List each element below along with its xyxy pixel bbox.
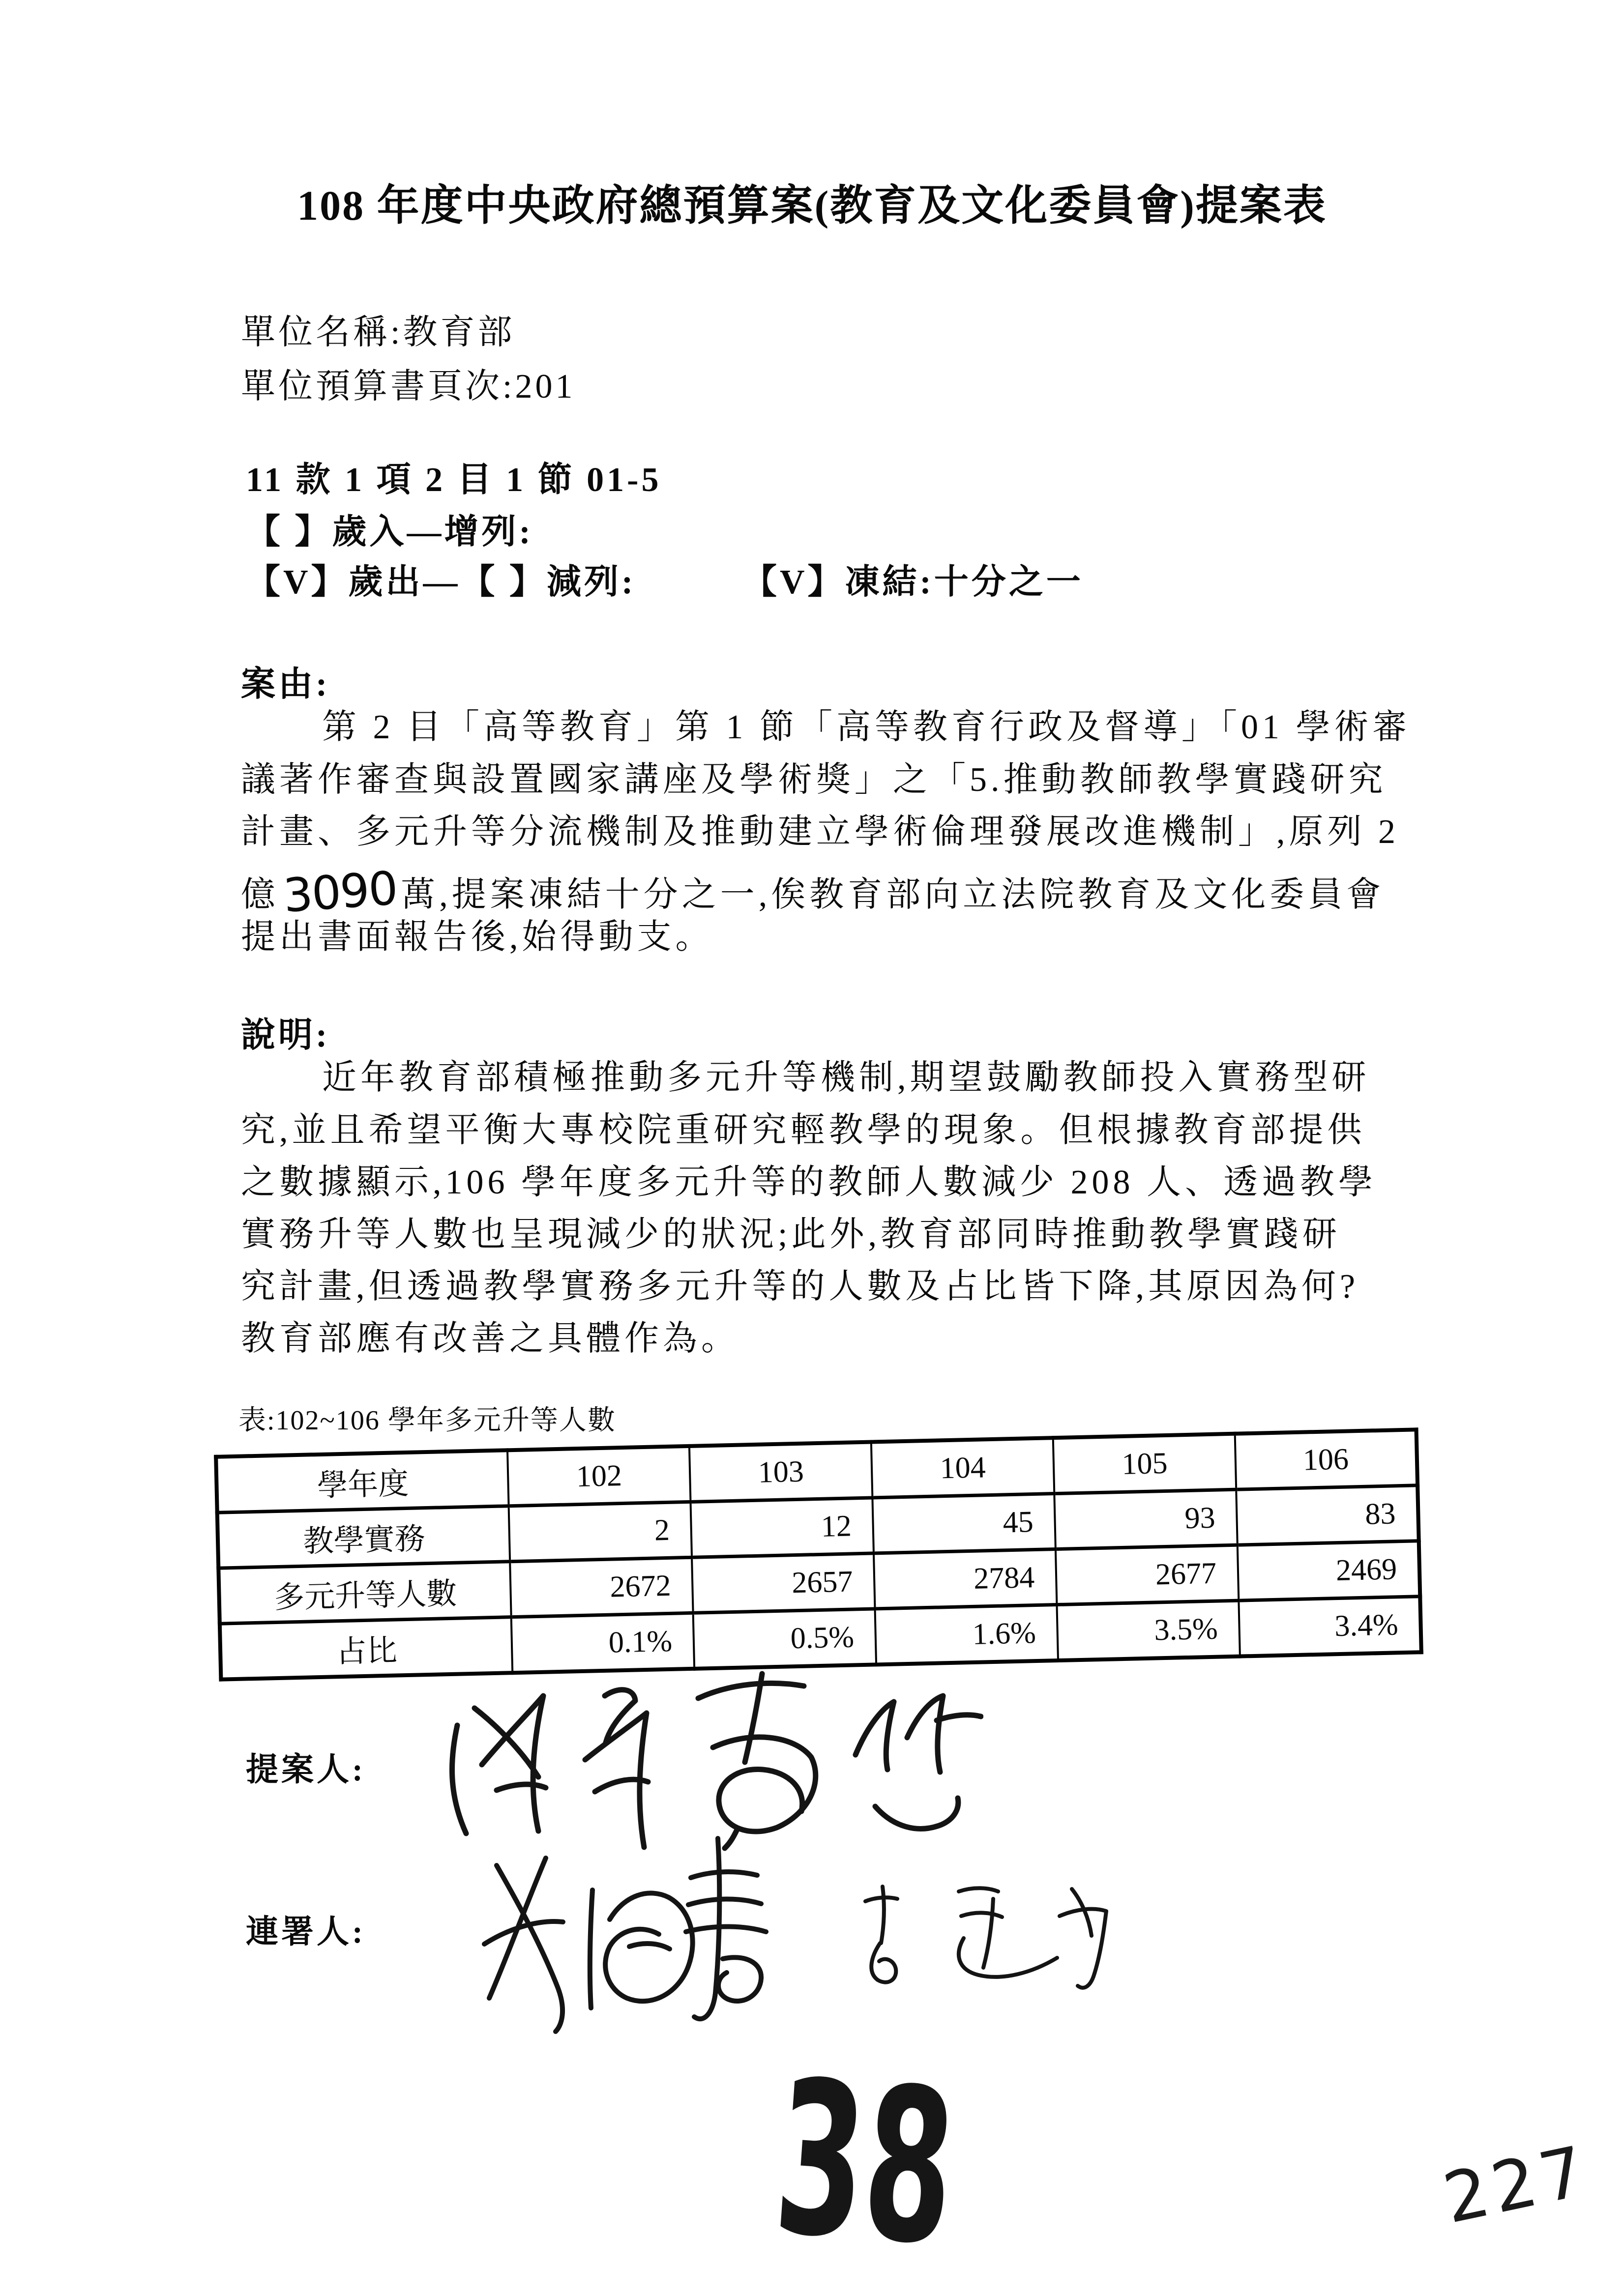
table-cell: 12	[691, 1498, 874, 1557]
case-line-4	[241, 862, 1385, 923]
table-cell: 2672	[510, 1557, 693, 1617]
budget-item-line: 11 款 1 項 2 目 1 節 01-5	[246, 461, 662, 499]
table-cell: 2677	[1056, 1545, 1239, 1604]
explanation-line-2: 究,並且希望平衡大專校院重研究輕教學的現象。但根據教育部提供	[241, 1111, 1366, 1149]
promotion-data-table	[214, 1427, 1423, 1681]
table-cell: 0.1%	[511, 1613, 694, 1673]
table-cell: 1.6%	[875, 1605, 1058, 1665]
table-cell: 2784	[874, 1549, 1057, 1609]
table-cell: 45	[873, 1494, 1056, 1553]
handwritten-corner-number: 227	[1437, 2130, 1597, 2239]
table-cell: 2	[509, 1502, 692, 1561]
cosigner-signature-1	[467, 1831, 782, 2040]
table-cell: 3.4%	[1239, 1597, 1421, 1657]
table-header-cell: 104	[871, 1438, 1054, 1498]
handwritten-page-number: 38	[768, 2035, 962, 2293]
freeze-segment: 【V】凍結:十分之一	[742, 563, 1084, 601]
case-line-3: 計畫、多元升等分流機制及推動建立學術倫理發展改進機制」,原列 2	[241, 813, 1399, 851]
cosigner-signature-2	[836, 1872, 1121, 1995]
unit-budget-page-line: 單位預算書頁次:201	[241, 368, 576, 406]
table-cell: 2469	[1238, 1541, 1420, 1600]
table-caption: 表:102~106 學年多元升等人數	[238, 1405, 616, 1436]
document-title: 108 年度中央政府總預算案(教育及文化委員會)提案表	[297, 182, 1327, 229]
revenue-checkbox-line: 【 】歲入—增列:	[246, 513, 533, 551]
explanation-line-1: 近年教育部積極推動多元升等機制,期望鼓勵教師投入實務型研	[322, 1059, 1370, 1097]
case-line-2: 議著作審查與設置國家講座及學術獎」之「5.推動教師教學實踐研究	[241, 761, 1387, 799]
table-row-label: 占比	[220, 1617, 513, 1680]
table-header-cell: 106	[1235, 1429, 1417, 1489]
unit-name-line: 單位名稱:教育部	[241, 314, 515, 351]
expenditure-reduce-segment: 【V】歲出—【 】減列:	[246, 563, 636, 601]
table-header-cell: 105	[1053, 1434, 1236, 1494]
explanation-line-5: 究計畫,但透過教學實務多元升等的人數及占比皆下降,其原因為何?	[241, 1268, 1359, 1306]
table-cell: 0.5%	[693, 1609, 876, 1669]
table-cell: 3.5%	[1057, 1600, 1240, 1660]
explanation-line-3: 之數據顯示,106 學年度多元升等的教師人數減少 208 人、透過教學	[241, 1163, 1377, 1201]
case-line-5: 提出書面報告後,始得動支。	[241, 918, 714, 956]
explanation-line-6: 教育部應有改善之具體作為。	[241, 1320, 739, 1358]
expenditure-checkbox-line	[246, 563, 1084, 601]
table-cell: 93	[1054, 1489, 1237, 1549]
table-header-cell: 學年度	[216, 1450, 509, 1512]
table-row-label: 多元升等人數	[218, 1562, 511, 1624]
case-line-4-suffix: 萬,提案凍結十分之一,俟教育部向立法院教育及文化委員會	[401, 876, 1385, 914]
case-heading: 案由:	[241, 666, 330, 703]
table-cell: 83	[1236, 1485, 1418, 1545]
explanation-line-4: 實務升等人數也呈現減少的狀況;此外,教育部同時推動教學實踐研	[241, 1216, 1341, 1253]
case-line-1: 第 2 目「高等教育」第 1 節「高等教育行政及督導」「01 學術審	[322, 708, 1411, 746]
cosigner-label: 連署人:	[246, 1914, 366, 1950]
table-header-cell: 103	[689, 1442, 872, 1502]
table-header-cell: 102	[507, 1446, 690, 1506]
explanation-heading: 說明:	[241, 1017, 330, 1054]
handwritten-amount: 3090	[281, 862, 399, 923]
case-line-4-prefix: 億	[241, 876, 279, 914]
proposer-signature	[423, 1661, 983, 1853]
table-row-label: 教學實務	[217, 1506, 510, 1568]
table-cell: 2657	[692, 1553, 875, 1613]
proposer-label: 提案人:	[246, 1752, 366, 1788]
